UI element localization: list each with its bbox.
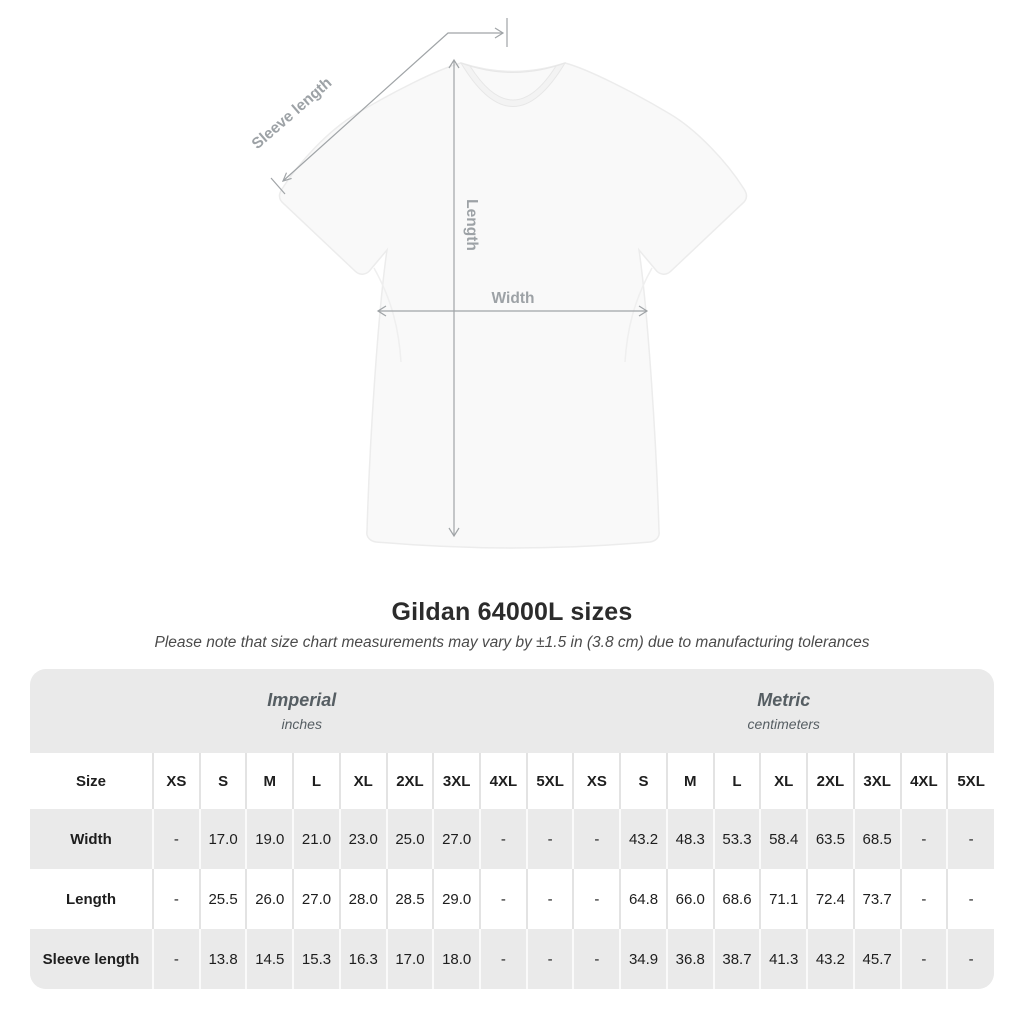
- imperial-value-cell: -: [527, 869, 574, 929]
- size-table-grid: [30, 669, 994, 989]
- metric-value-cell: 72.4: [807, 869, 854, 929]
- metric-size-column-header: XS: [573, 753, 620, 809]
- imperial-value-cell: 14.5: [246, 929, 293, 989]
- metric-value-cell: 43.2: [807, 929, 854, 989]
- measurement-label: Width: [30, 809, 153, 869]
- metric-value-cell: -: [901, 869, 948, 929]
- imperial-size-column-header: M: [246, 753, 293, 809]
- metric-value-cell: 66.0: [667, 869, 714, 929]
- imperial-size-column-header: XS: [153, 753, 200, 809]
- metric-value-cell: 71.1: [760, 869, 807, 929]
- metric-value-cell: 64.8: [620, 869, 667, 929]
- measurement-row: [30, 809, 994, 869]
- imperial-value-cell: 26.0: [246, 869, 293, 929]
- metric-value-cell: -: [573, 929, 620, 989]
- imperial-value-cell: -: [527, 809, 574, 869]
- metric-value-cell: 63.5: [807, 809, 854, 869]
- metric-size-column-header: L: [714, 753, 761, 809]
- metric-size-column-header: M: [667, 753, 714, 809]
- imperial-value-cell: -: [527, 929, 574, 989]
- sleeve-length-label: Sleeve length: [248, 74, 336, 153]
- metric-value-cell: -: [901, 929, 948, 989]
- imperial-size-column-header: 2XL: [387, 753, 434, 809]
- metric-value-cell: -: [947, 869, 994, 929]
- imperial-size-column-header: 3XL: [433, 753, 480, 809]
- length-label: Length: [463, 199, 480, 251]
- imperial-value-cell: 18.0: [433, 929, 480, 989]
- metric-label: Metric: [757, 690, 811, 710]
- imperial-value-cell: 25.5: [200, 869, 247, 929]
- imperial-value-cell: -: [153, 809, 200, 869]
- metric-value-cell: 41.3: [760, 929, 807, 989]
- metric-value-cell: 36.8: [667, 929, 714, 989]
- size-header-row: [30, 753, 994, 809]
- measurement-row: [30, 929, 994, 989]
- metric-value-cell: 58.4: [760, 809, 807, 869]
- imperial-value-cell: 19.0: [246, 809, 293, 869]
- metric-unit-label: centimeters: [747, 716, 820, 732]
- imperial-value-cell: 28.5: [387, 869, 434, 929]
- imperial-value-cell: 15.3: [293, 929, 340, 989]
- metric-value-cell: 45.7: [854, 929, 901, 989]
- metric-value-cell: 38.7: [714, 929, 761, 989]
- imperial-value-cell: 16.3: [340, 929, 387, 989]
- size-table: [30, 669, 994, 989]
- imperial-value-cell: 25.0: [387, 809, 434, 869]
- metric-value-cell: 43.2: [620, 809, 667, 869]
- metric-group-header: [573, 669, 994, 753]
- metric-value-cell: -: [573, 809, 620, 869]
- metric-value-cell: 34.9: [620, 929, 667, 989]
- imperial-value-cell: 27.0: [293, 869, 340, 929]
- imperial-label: Imperial: [267, 690, 337, 710]
- metric-size-column-header: 3XL: [854, 753, 901, 809]
- imperial-value-cell: 28.0: [340, 869, 387, 929]
- imperial-group-header: [30, 669, 573, 753]
- metric-size-column-header: XL: [760, 753, 807, 809]
- imperial-value-cell: 23.0: [340, 809, 387, 869]
- metric-size-column-header: S: [620, 753, 667, 809]
- imperial-value-cell: -: [480, 809, 527, 869]
- size-corner-header: Size: [30, 753, 153, 809]
- metric-size-column-header: 4XL: [901, 753, 948, 809]
- imperial-value-cell: -: [480, 869, 527, 929]
- metric-value-cell: 48.3: [667, 809, 714, 869]
- metric-value-cell: 53.3: [714, 809, 761, 869]
- unit-group-row: [30, 669, 994, 753]
- imperial-value-cell: 13.8: [200, 929, 247, 989]
- measurement-label: Sleeve length: [30, 929, 153, 989]
- metric-value-cell: -: [573, 869, 620, 929]
- metric-value-cell: -: [901, 809, 948, 869]
- imperial-value-cell: 17.0: [200, 809, 247, 869]
- metric-value-cell: -: [947, 929, 994, 989]
- imperial-size-column-header: 4XL: [480, 753, 527, 809]
- imperial-value-cell: 27.0: [433, 809, 480, 869]
- imperial-size-column-header: L: [293, 753, 340, 809]
- imperial-value-cell: 29.0: [433, 869, 480, 929]
- metric-value-cell: 68.6: [714, 869, 761, 929]
- measurement-row: [30, 869, 994, 929]
- metric-size-column-header: 2XL: [807, 753, 854, 809]
- imperial-value-cell: -: [153, 869, 200, 929]
- measurement-label: Length: [30, 869, 153, 929]
- imperial-value-cell: 17.0: [387, 929, 434, 989]
- metric-value-cell: -: [947, 809, 994, 869]
- imperial-size-column-header: S: [200, 753, 247, 809]
- page-title: Gildan 64000L sizes: [391, 598, 633, 626]
- tolerance-note: Please note that size chart measurements may vary by ±1.5 in (3.8 cm) due to manufacturing tolerances: [154, 634, 870, 651]
- imperial-value-cell: -: [480, 929, 527, 989]
- metric-value-cell: 73.7: [854, 869, 901, 929]
- imperial-value-cell: -: [153, 929, 200, 989]
- metric-size-column-header: 5XL: [947, 753, 994, 809]
- imperial-size-column-header: 5XL: [527, 753, 574, 809]
- imperial-unit-label: inches: [281, 716, 322, 732]
- imperial-size-column-header: XL: [340, 753, 387, 809]
- imperial-value-cell: 21.0: [293, 809, 340, 869]
- metric-value-cell: 68.5: [854, 809, 901, 869]
- width-label: Width: [491, 290, 535, 307]
